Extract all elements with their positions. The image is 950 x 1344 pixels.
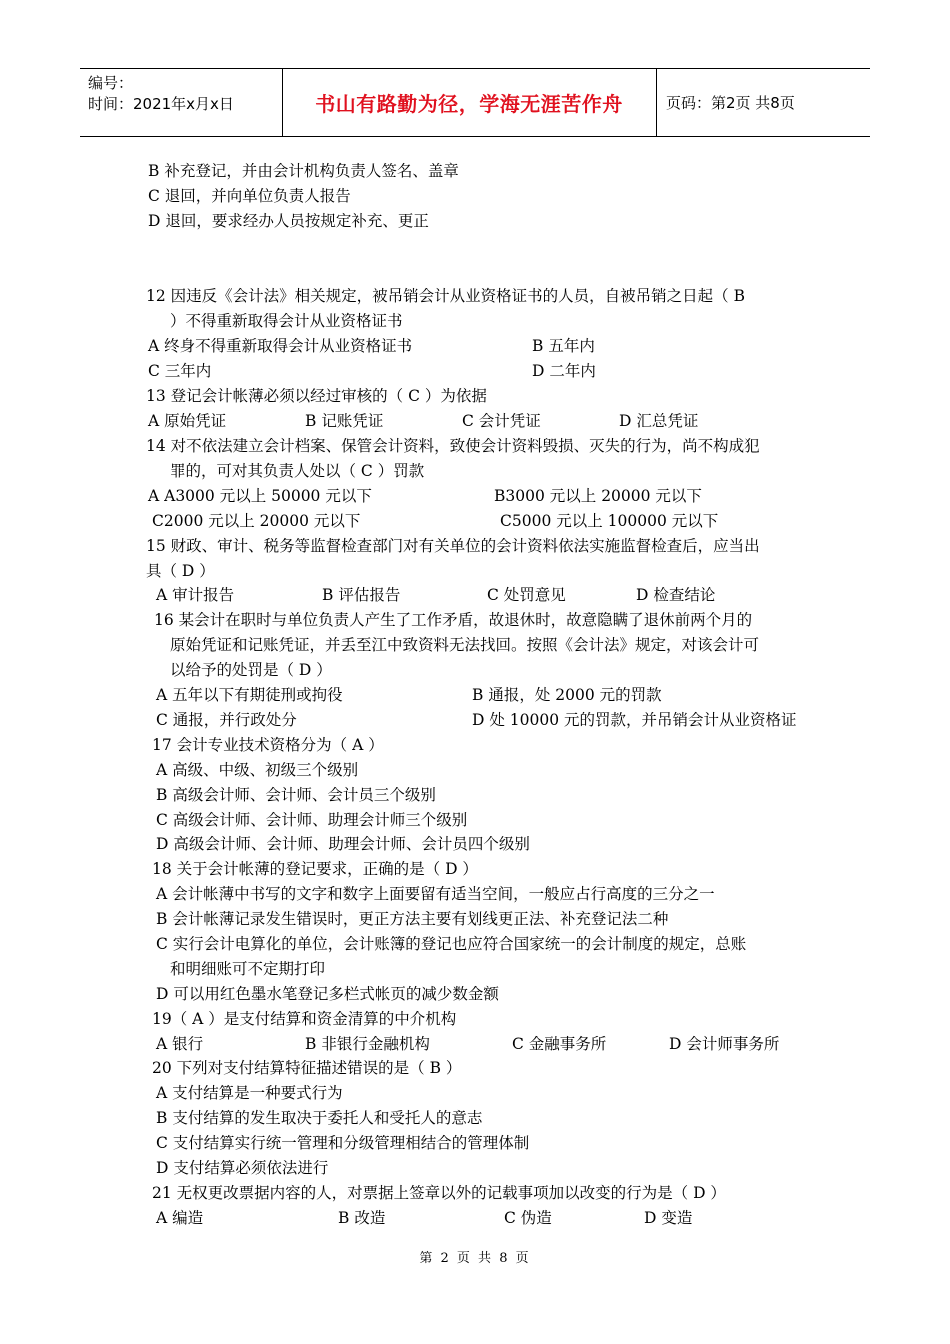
q16-option-a: A 五年以下有期徒刑或拘役 [156, 686, 343, 704]
q17-option-c: C 高级会计师、会计师、助理会计师三个级别 [156, 811, 468, 829]
q12-option-b: B 五年内 [532, 337, 595, 355]
header-page-number: 页码：第2页 共8页 [666, 94, 795, 112]
date-label: 时间：2021年x月x日 [88, 95, 234, 113]
header-motto: 书山有路勤为径，学海无涯苦作舟 [315, 92, 623, 116]
q18-stem: 18 关于会计帐薄的登记要求，正确的是（ D ） [152, 860, 478, 878]
q17-option-d: D 高级会计师、会计师、助理会计师、会计员四个级别 [156, 835, 530, 853]
q18-option-c-cont: 和明细账可不定期打印 [170, 960, 326, 978]
q15-stem: 15 财政、审计、税务等监督检查部门对有关单位的会计资料依法实施监督检查后，应当出 [146, 537, 760, 555]
q14-stem: 14 对不依法建立会计档案、保管会计资料，致使会计资料毁损、灭失的行为，尚不构成犯 [146, 437, 760, 455]
q16-stem: 16 某会计在职时与单位负责人产生了工作矛盾，故退休时，故意隐瞒了退休前两个月的 [154, 611, 753, 629]
q14-stem-cont: 罪的，可对其负责人处以（ C ）罚款 [170, 462, 425, 480]
q13-option-a: A 原始凭证 [148, 412, 227, 430]
q17-stem: 17 会计专业技术资格分为（ A ） [152, 736, 384, 754]
q13-option-c: C 会计凭证 [462, 412, 541, 430]
q21-option-c: C 伪造 [504, 1209, 552, 1227]
q21-option-a: A 编造 [156, 1209, 204, 1227]
q15-option-b: B 评估报告 [322, 586, 401, 604]
q11-option-b: B 补充登记，并由会计机构负责人签名、盖章 [148, 162, 459, 180]
q16-stem-cont: 原始凭证和记账凭证，并丢至江中致资料无法找回。按照《会计法》规定，对该会计可 [170, 636, 760, 654]
q12-option-a: A 终身不得重新取得会计从业资格证书 [148, 337, 413, 355]
page-footer: 第 2 页 共 8 页 [419, 1251, 531, 1266]
q15-option-a: A 审计报告 [156, 586, 235, 604]
q20-stem: 20 下列对支付结算特征描述错误的是（ B ） [152, 1059, 462, 1077]
q18-option-a: A 会计帐薄中书写的文字和数字上面要留有适当空间，一般应占行高度的三分之一 [156, 885, 715, 903]
q16-option-c: C 通报，并行政处分 [156, 711, 297, 729]
header-divider [656, 69, 657, 136]
q19-stem: 19（ A ）是支付结算和资金清算的中介机构 [152, 1010, 457, 1028]
q14-option-d: C5000 元以上 100000 元以下 [500, 512, 719, 530]
q21-stem: 21 无权更改票据内容的人，对票据上签章以外的记载事项加以改变的行为是（ D ） [152, 1184, 726, 1202]
q13-option-d: D 汇总凭证 [619, 412, 699, 430]
q11-option-d: D 退回，要求经办人员按规定补充、更正 [148, 212, 429, 230]
q11-option-c: C 退回，并向单位负责人报告 [148, 187, 351, 205]
q17-option-a: A 高级、中级、初级三个级别 [156, 761, 359, 779]
q20-option-b: B 支付结算的发生取决于委托人和受托人的意志 [156, 1109, 483, 1127]
q19-option-d: D 会计师事务所 [669, 1035, 780, 1053]
q15-option-c: C 处罚意见 [487, 586, 566, 604]
q18-option-c: C 实行会计电算化的单位，会计账簿的登记也应符合国家统一的会计制度的规定，总账 [156, 935, 747, 953]
q16-stem-cont2: 以给予的处罚是（ D ） [170, 661, 332, 679]
q20-option-c: C 支付结算实行统一管理和分级管理相结合的管理体制 [156, 1134, 530, 1152]
q15-stem-cont: 具（ D ） [146, 562, 215, 580]
q20-option-d: D 支付结算必须依法进行 [156, 1159, 329, 1177]
q20-option-a: A 支付结算是一种要式行为 [156, 1084, 343, 1102]
q12-stem-cont: ）不得重新取得会计从业资格证书 [170, 312, 403, 330]
q15-option-d: D 检查结论 [636, 586, 716, 604]
q14-option-b: B3000 元以上 20000 元以下 [494, 487, 702, 505]
q19-option-b: B 非银行金融机构 [305, 1035, 430, 1053]
q18-option-b: B 会计帐薄记录发生错误时，更正方法主要有划线更正法、补充登记法二种 [156, 910, 669, 928]
q13-option-b: B 记账凭证 [305, 412, 384, 430]
q19-option-a: A 银行 [156, 1035, 204, 1053]
q17-option-b: B 高级会计师、会计师、会计员三个级别 [156, 786, 436, 804]
q16-option-b: B 通报，处 2000 元的罚款 [472, 686, 662, 704]
serial-label: 编号： [88, 74, 134, 92]
q19-option-c: C 金融事务所 [512, 1035, 607, 1053]
q18-option-d: D 可以用红色墨水笔登记多栏式帐页的减少数金额 [156, 985, 499, 1003]
q13-stem: 13 登记会计帐薄必须以经过审核的（ C ）为依据 [146, 387, 487, 405]
page-header [80, 68, 870, 137]
q14-option-c: C2000 元以上 20000 元以下 [152, 512, 361, 530]
q12-stem: 12 因违反《会计法》相关规定，被吊销会计从业资格证书的人员，自被吊销之日起（ B [146, 287, 745, 305]
q16-option-d: D 处 10000 元的罚款，并吊销会计从业资格证 [472, 711, 797, 729]
q21-option-d: D 变造 [644, 1209, 693, 1227]
q12-option-c: C 三年内 [148, 362, 212, 380]
header-meta [88, 73, 282, 115]
q21-option-b: B 改造 [338, 1209, 386, 1227]
q14-option-a: A A3000 元以上 50000 元以下 [148, 487, 372, 505]
q12-option-d: D 二年内 [532, 362, 596, 380]
